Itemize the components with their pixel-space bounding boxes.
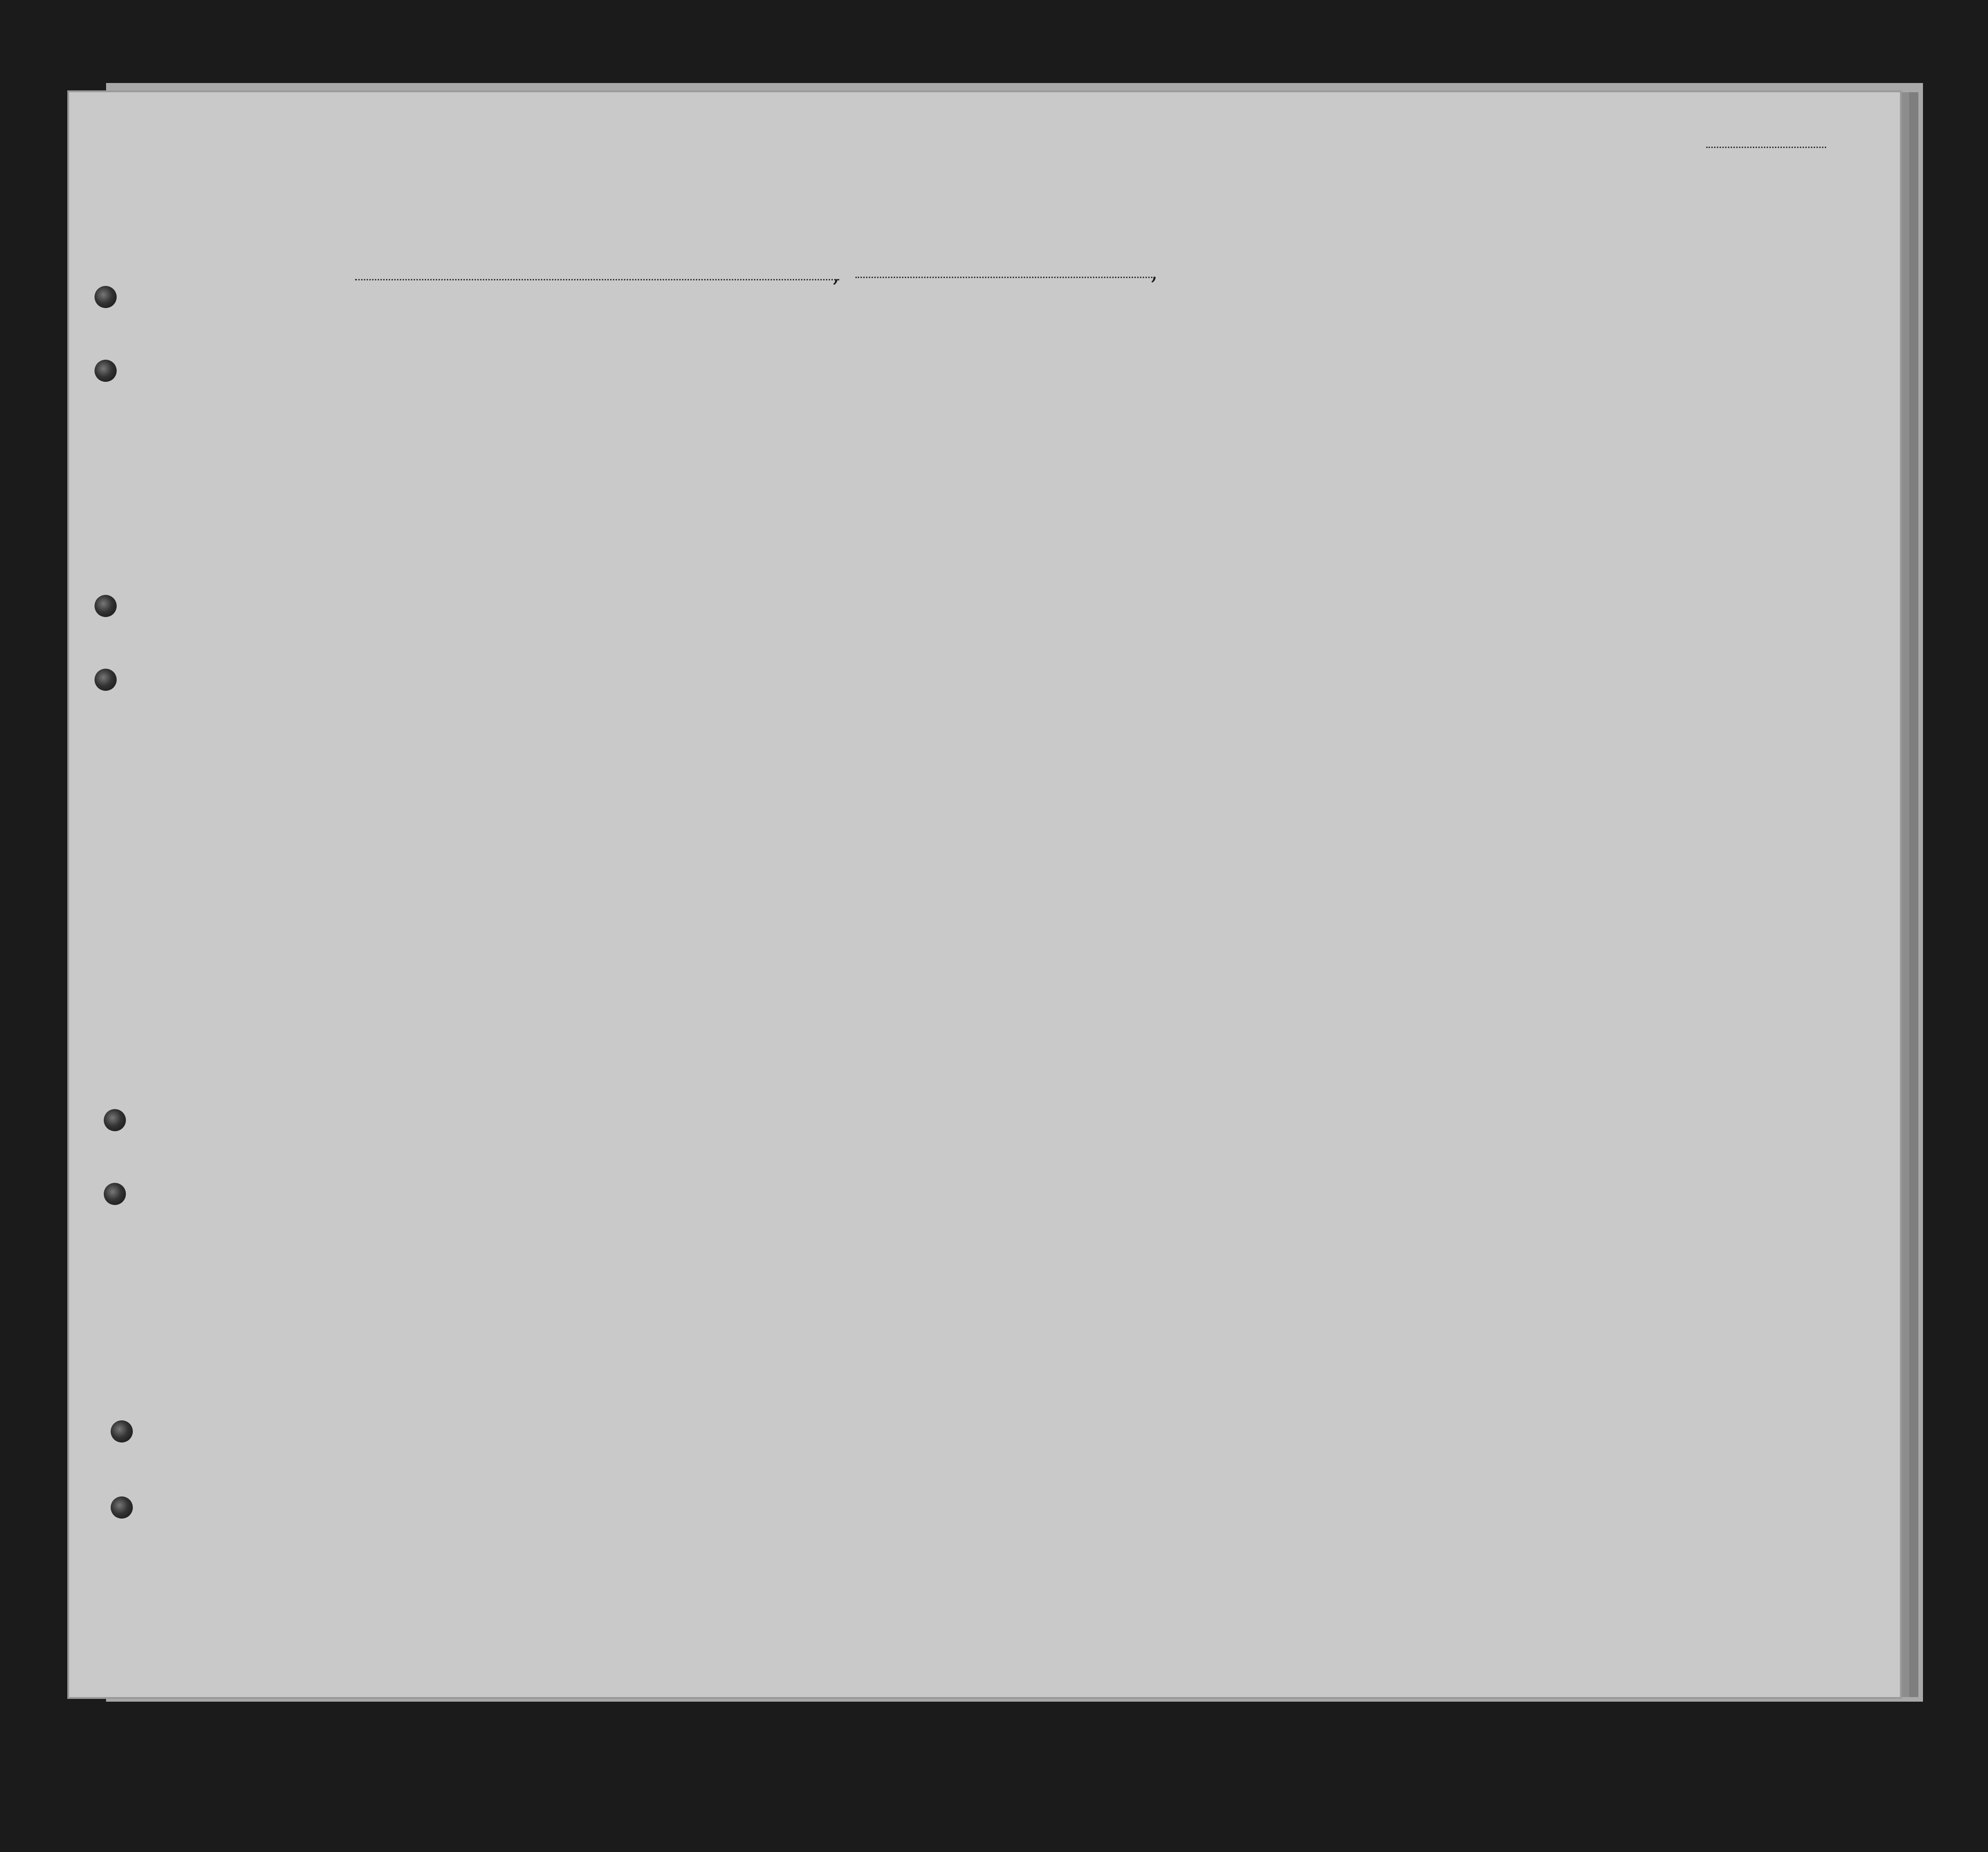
comma-separator: , — [832, 261, 840, 287]
comma-separator: , — [1151, 258, 1158, 285]
